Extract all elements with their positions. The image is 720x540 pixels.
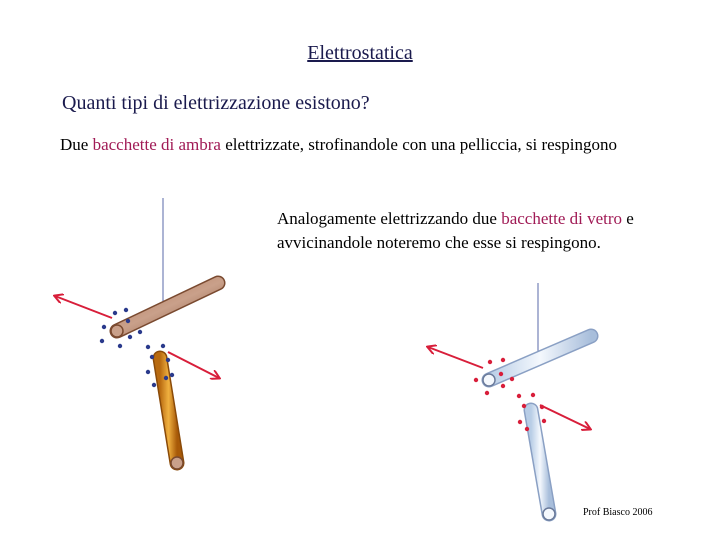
amber-rod-bottom	[160, 358, 177, 463]
amber-repulsion-arrow-left	[55, 296, 112, 318]
amber-text-part1: Due	[60, 135, 93, 154]
author-credit: Prof Biasco 2006	[583, 507, 653, 518]
amber-repulsion-arrow-right	[168, 352, 219, 378]
glass-text-part1: Analogamente elettrizzando due	[277, 209, 502, 228]
slide-title: Elettrostatica	[307, 42, 413, 64]
glass-rod-top-end	[483, 374, 495, 386]
glass-rod-top	[489, 336, 591, 380]
amber-rod-top	[117, 283, 218, 331]
amber-highlight: bacchette di ambra	[92, 135, 221, 154]
glass-highlight: bacchette di vetro	[501, 209, 623, 228]
glass-repulsion-arrow-right	[540, 405, 590, 429]
glass-text-part2: e avvicinandole noteremo che esse si respingono.	[277, 209, 634, 252]
glass-repulsion-arrow-left	[428, 347, 483, 368]
glass-rod-bottom-end	[543, 508, 555, 520]
slide-question: Quanti tipi di elettrizzazione esistono?	[62, 92, 370, 114]
amber-text-part2: elettrizzate, strofinandole con una pelliccia, si respingono	[220, 135, 617, 154]
amber-rod-bottom-end	[171, 457, 183, 469]
amber-rod-top-end	[111, 325, 123, 337]
